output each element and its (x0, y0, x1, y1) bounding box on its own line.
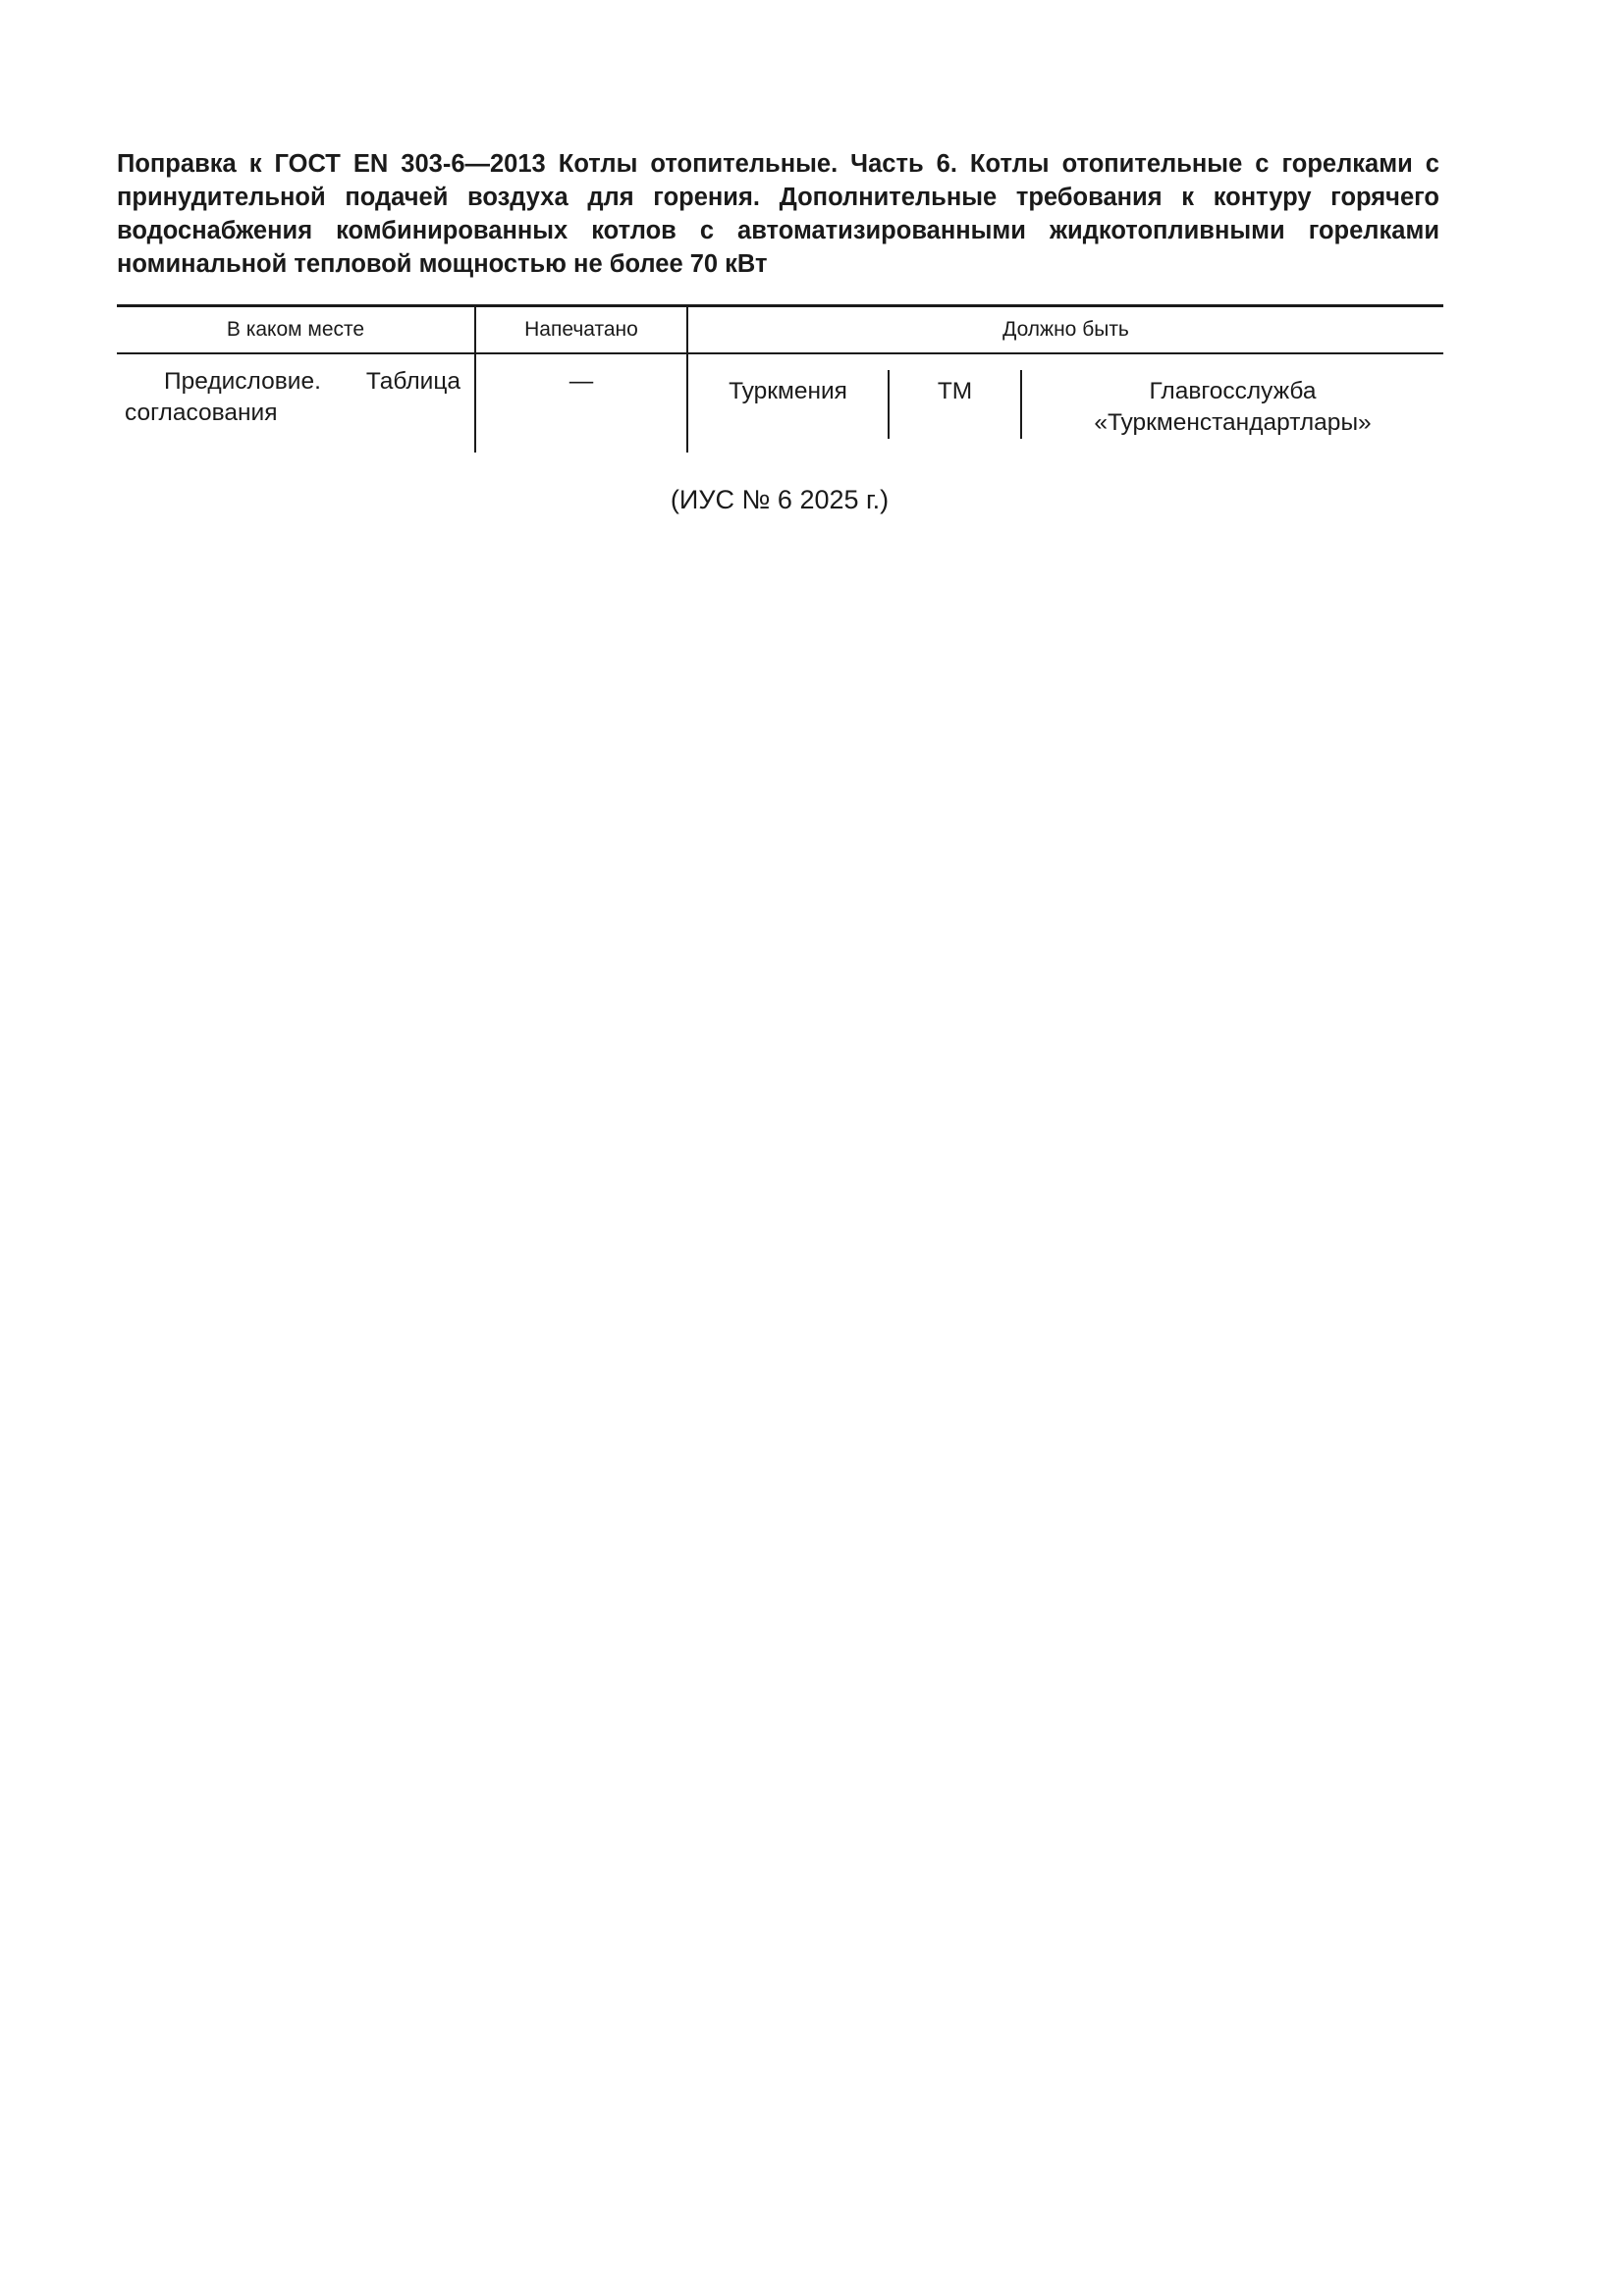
header-should-be: Должно быть (687, 306, 1443, 354)
cell-printed: — (475, 353, 687, 453)
header-printed: Напечатано (475, 306, 687, 354)
organization-line-1: Главгосслужба (1149, 378, 1317, 404)
bulletin-reference: (ИУС № 6 2025 г.) (670, 485, 890, 514)
should-be-grid (688, 370, 1443, 439)
cell-place-text: Предисловие. Таблица согласования (125, 368, 460, 426)
cell-place (117, 353, 475, 453)
document-page (117, 147, 1439, 453)
header-place: В каком месте (117, 306, 475, 354)
should-be-code: TM (890, 370, 1022, 439)
should-be-organization (1022, 370, 1443, 439)
should-be-country: Туркмения (688, 370, 890, 439)
document-title: Поправка к ГОСТ EN 303-6—2013 Котлы отопительные. Часть 6. Котлы отопительные с горелками с принудительной подачей воздуха для горения. Дополнительные требования к контуру горячего водоснабжения комбинированных котлов с автоматизированными жидкотопливными горелками номинальной тепловой мощностью не более 70 кВт (117, 150, 1439, 278)
organization-line-2: «Туркменстандартлары» (1094, 409, 1372, 436)
table-row (117, 353, 1443, 453)
amendment-table (117, 304, 1443, 453)
cell-should-be (687, 353, 1443, 453)
table-header-row (117, 306, 1443, 354)
